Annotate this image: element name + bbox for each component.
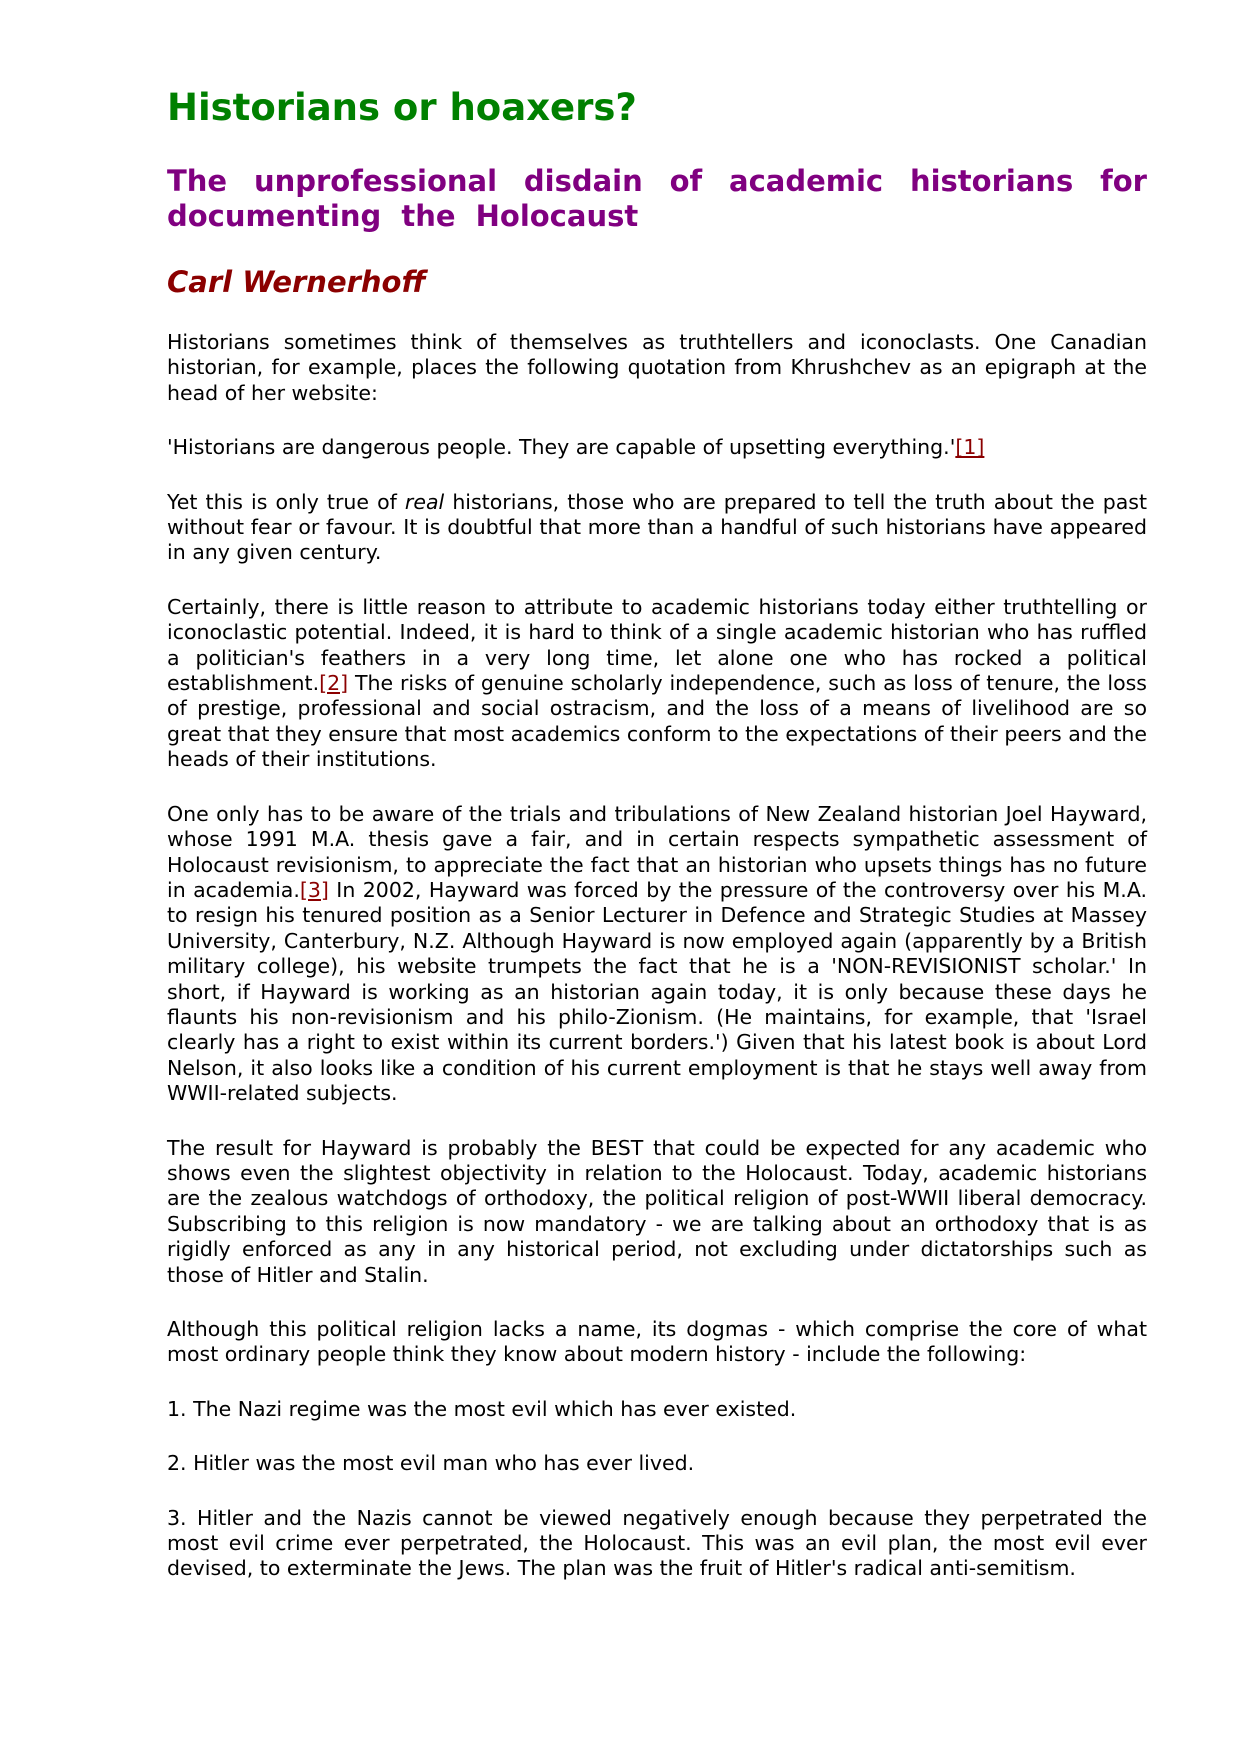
paragraph-5-text-b: In 2002, Hayward was forced by the pressure of the controversy over his M.A. to resign his tenured position as a Senior Lecturer in Defence and Strategic Studies at Massey University, Canterbury, N.Z. Although Hayward is now employed again (apparently by a British military college), his website trumpets the fact that he is a 'NON-REVISIONIST scholar.' In short, if Hayward is working as an historian again today, it is only because these days he flaunts his non-revisionism and his philo-Zionism. (He maintains, for example, that 'Israel clearly has a right to exist within its current borders.') Given that his latest book is about Lord Nelson, it also looks like a condition of his current employment is that he stays well away from WWII-related subjects. <box>167 877 1147 1106</box>
paragraph-6: The result for Hayward is probably the BEST that could be expected for any academic who shows even the slightest objectivity in relation to the Holocaust. Today, academic historians are the zealous watchdogs of orthodoxy, the political religion of post-WWII liberal democracy. Subscribing to this religion is now mandatory - we are talking about an orthodoxy that is as rigidly enforced as any in any historical period, not excluding under dictatorships such as those of Hitler and Stalin. <box>167 1135 1147 1287</box>
footnote-link-2[interactable]: [2] <box>319 671 349 696</box>
paragraph-1: Historians sometimes think of themselves as truthtellers and iconoclasts. One Canadian historian, for example, places the following quotation from Khrushchev as an epigraph at the head of her website: <box>167 330 1147 405</box>
article-body <box>167 330 1147 1611</box>
paragraph-3-emphasis: real <box>404 489 445 514</box>
paragraph-3-text-a: Yet this is only true of <box>167 489 405 514</box>
footnote-link-1[interactable]: [1] <box>955 435 985 460</box>
list-item-3: 3. Hitler and the Nazis cannot be viewed negatively enough because they perpetrated the most evil crime ever perpetrated, the Holocaust. This was an evil plan, the most evil ever devised, to exterminate the Jews. The plan was the fruit of Hitler's radical anti-semitism. <box>167 1505 1147 1581</box>
quote-text: 'Historians are dangerous people. They are capable of upsetting everything.' <box>167 435 956 460</box>
paragraph-2-quote <box>167 435 1147 460</box>
document-author: Carl Wernerhoff <box>167 265 426 299</box>
paragraph-4-text-b: The risks of genuine scholarly independence, such as loss of tenure, the loss of prestige, professional and social ostracism, and the loss of a means of livelihood are so great that they ensure that most academics conform to the expectations of their peers and the heads of their institutions. <box>167 671 1147 772</box>
list-item-1: 1. The Nazi regime was the most evil which has ever existed. <box>167 1396 797 1421</box>
paragraph-5-text-a: One only has to be aware of the trials and tribulations of New Zealand historian Joel Hayward, whose 1991 M.A. thesis gave a fair, and in certain respects sympathetic assessment of Holocaust revisionism, to appreciate the fact that an historian who upsets things has no future in academia. <box>167 801 1147 902</box>
footnote-link-3[interactable]: [3] <box>299 877 329 902</box>
list-item-2: 2. Hitler was the most evil man who has ever lived. <box>167 1451 695 1476</box>
paragraph-5 <box>167 802 1147 1107</box>
paragraph-4 <box>167 595 1147 773</box>
paragraph-7: Although this political religion lacks a name, its dogmas - which comprise the core of what most ordinary people think they know about modern history - include the following: <box>167 1317 1147 1367</box>
document-title: Historians or hoaxers? <box>167 86 637 129</box>
document-subtitle: The unprofessional disdain of academic historians for documenting the Holocaust <box>167 164 1147 233</box>
paragraph-4-text-a: Certainly, there is little reason to attribute to academic historians today either truthtelling or iconoclastic potential. Indeed, it is hard to think of a single academic historian who has ruffled a politician's feathers in a very long time, let alone one who has rocked a political establishment. <box>167 594 1147 696</box>
paragraph-3-text-b: historians, those who are prepared to tell the truth about the past without fear or favour. It is doubtful that more than a handful of such historians have appeared in any given century. <box>167 489 1147 565</box>
paragraph-3 <box>167 490 1147 566</box>
